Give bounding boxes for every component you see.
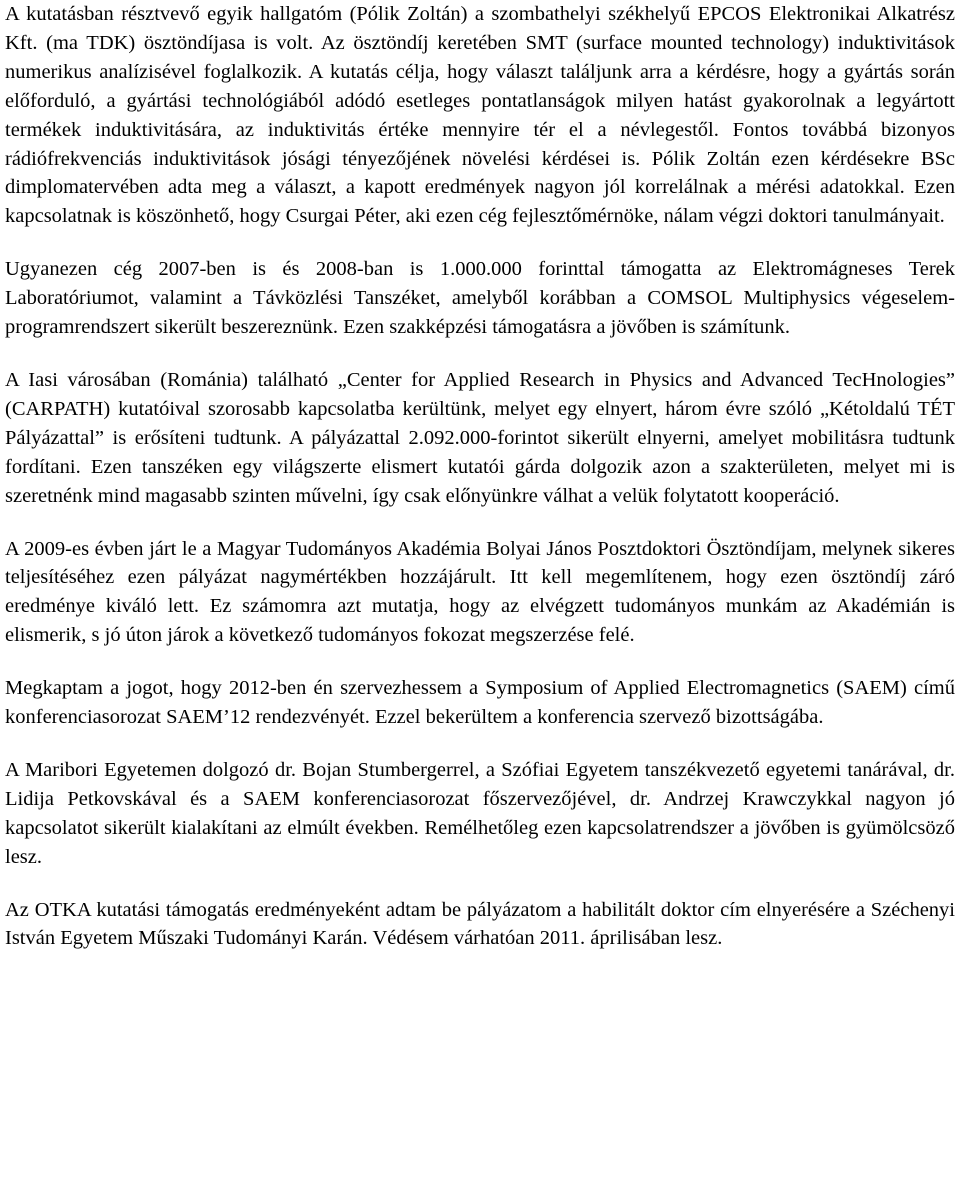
document-page	[5, 0, 955, 953]
paragraph-habilitation: Az OTKA kutatási támogatás eredményeként adtam be pályázatom a habilitált doktor cím elnyerésére a Széchenyi István Egyetem Műszaki Tudományi Karán. Védésem várhatóan 2011. áprilisában lesz.	[5, 898, 955, 950]
paragraph-spacer	[5, 342, 955, 366]
paragraph-bolyai-scholarship: A 2009-es évben járt le a Magyar Tudományos Akadémia Bolyai János Posztdoktori Ösztöndíjam, melynek sikeres teljesítéséhez ezen pályázat nagymértékben hozzájárult. Itt kell megemlítenem, hogy ezen ösztöndíj záró eredménye kiváló lett. Ez számomra azt mutatja, hogy az elvégzett tudományos munkám az Akadémián is elismerik, s jó úton járok a következő tudományos fokozat megszerzése felé.	[5, 537, 955, 647]
paragraph-international-contacts: A Maribori Egyetemen dolgozó dr. Bojan Stumbergerrel, a Szófiai Egyetem tanszékvezető egyetemi tanárával, dr. Lidija Petkovskával és a SAEM konferenciasorozat főszervezőjével, dr. Andrzej Krawczykkal nagyon jó kapcsolatot sikerült kialakítani az elmúlt években. Remélhetőleg ezen kapcsolatrendszer a jövőben is gyümölcsöző lesz.	[5, 758, 955, 868]
paragraph-spacer	[5, 511, 955, 535]
paragraph-saem-symposium: Megkaptam a jogot, hogy 2012-ben én szervezhessem a Symposium of Applied Electromagnetics (SAEM) című konferenciasorozat SAEM’12 rendezvényét. Ezzel bekerültem a konferencia szervező bizottságába.	[5, 677, 955, 729]
paragraph-company-funding: Ugyanezen cég 2007-ben is és 2008-ban is 1.000.000 forinttal támogatta az Elektromágneses Terek Laboratóriumot, valamint a Távközlési Tanszéket, amelyből korábban a COMSOL Multiphysics végeselem-programrendszert sikerült beszereznünk. Ezen szakképzési támogatásra a jövőben is számítunk.	[5, 258, 955, 339]
paragraph-epcos-scholarship: A kutatásban résztvevő egyik hallgatóm (Pólik Zoltán) a szombathelyi székhelyű EPCOS Elektronikai Alkatrész Kft. (ma TDK) ösztöndíjasa is volt. Az ösztöndíj keretében SMT (surface mounted technology) induktivitások numerikus analízisével foglalkozik. A kutatás célja, hogy választ találjunk arra a kérdésre, hogy a gyártás során előforduló, a gyártási technológiából adódó esetleges pontatlanságok milyen hatást gyakorolnak a legyártott termékek induktivitására, az induktivitás értéke mennyire tér el a névlegestől. Fontos továbbá bizonyos rádiófrekvenciás induktivitások jósági tényezőjének növelési kérdései is. Pólik Zoltán ezen kérdésekre BSc dimplomatervében adta meg a választ, a kapott eredmények nagyon jól korrelálnak a mérési adatokkal. Ezen kapcsolatnak is köszönhető, hogy Csurgai Péter, aki ezen cég fejlesztőmérnöke, nálam végzi doktori tanulmányait.	[5, 3, 955, 228]
paragraph-spacer	[5, 650, 955, 674]
paragraph-spacer	[5, 872, 955, 896]
paragraph-carpath-cooperation: A Iasi városában (Románia) található „Center for Applied Research in Physics and Advanced TecHnologies” (CARPATH) kutatóival szorosabb kapcsolatba kerültünk, melyet egy elnyert, három évre szóló „Kétoldalú TÉT Pályázattal” is erősíteni tudtunk. A pályázattal 2.092.000-forintot sikerült elnyerni, amelyet mobilitásra tudtunk fordítani. Ezen tanszéken egy világszerte elismert kutatói gárda dolgozik azon a szakterületen, melyet mi is szeretnénk mind magasabb szinten művelni, így csak előnyünkre válhat a velük folytatott kooperáció.	[5, 368, 955, 507]
paragraph-spacer	[5, 231, 955, 255]
paragraph-spacer	[5, 732, 955, 756]
